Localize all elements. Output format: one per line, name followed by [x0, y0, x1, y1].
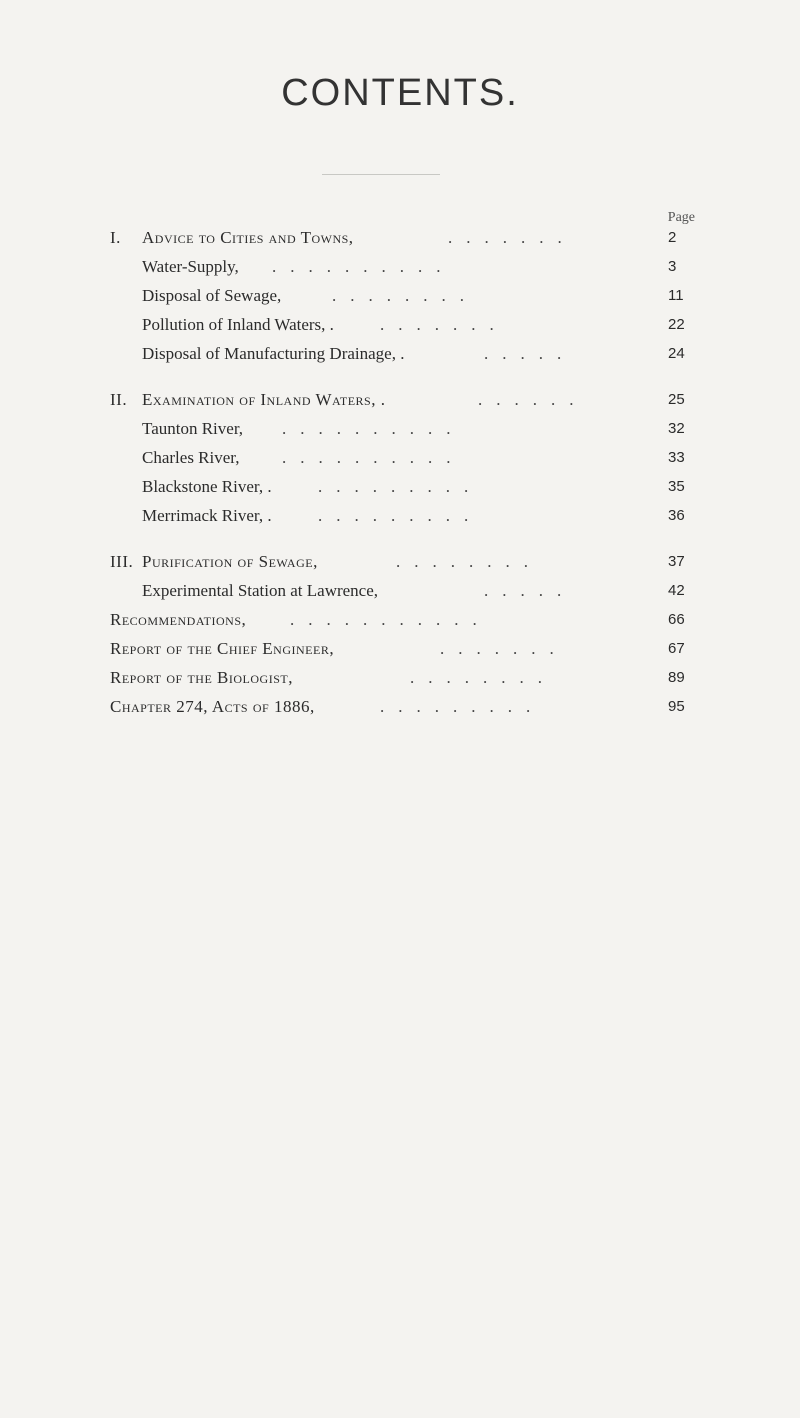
toc-entry-page: 11 — [668, 287, 684, 304]
toc-entry-page: 25 — [668, 391, 685, 408]
leader-dots: ......... — [318, 506, 483, 525]
leader-dots: ....... — [448, 228, 576, 247]
toc-entry-page: 3 — [668, 258, 677, 275]
toc-entry-label: III. Purification of Sewage, — [110, 552, 318, 571]
toc-entry-label: Merrimack River, . — [142, 506, 272, 525]
toc-entry-label: Taunton River, — [142, 419, 244, 438]
toc-entry-label: I. Advice to Cities and Towns, — [110, 228, 354, 247]
toc-entry-label: Disposal of Manufacturing Drainage, . — [142, 344, 405, 363]
toc-entry-chief-engineer[interactable] — [110, 636, 710, 662]
toc-entry-label: Disposal of Sewage, — [142, 286, 282, 305]
toc-entry-page: 67 — [668, 640, 685, 657]
leader-dots: ......... — [380, 697, 545, 716]
toc-entry-experimental-station[interactable] — [142, 578, 702, 604]
leader-dots: ...... — [478, 390, 588, 409]
toc-entry-label: Pollution of Inland Waters, . — [142, 315, 334, 334]
toc-entry-page: 37 — [668, 553, 685, 570]
leader-dots: ......... — [318, 477, 483, 496]
toc-entry-page: 36 — [668, 507, 685, 524]
toc-entry-page: 22 — [668, 316, 685, 333]
toc-entry-page: 95 — [668, 698, 685, 715]
toc-entry-label: Charles River, — [142, 448, 240, 467]
page-title: CONTENTS. — [281, 72, 519, 114]
leader-dots: ..... — [484, 581, 576, 600]
leader-dots: ..... — [484, 344, 576, 363]
leader-dots: .......... — [282, 419, 465, 438]
leader-dots: ....... — [380, 315, 508, 334]
toc-entry-chapter-274[interactable] — [110, 694, 710, 720]
toc-entry-manufacturing-drainage[interactable] — [142, 341, 702, 367]
toc-entry-label: II. Examination of Inland Waters, . — [110, 390, 386, 409]
toc-entry-purification[interactable] — [110, 549, 710, 575]
leader-dots: ........... — [290, 610, 491, 629]
toc-entry-label: Water-Supply, — [142, 257, 239, 276]
leader-dots: .......... — [272, 257, 455, 276]
toc-entry-taunton-river[interactable] — [142, 416, 702, 442]
toc-entry-label: Experimental Station at Lawrence, — [142, 581, 379, 600]
page-column-header: Page — [667, 210, 695, 225]
toc-entry-examination[interactable] — [110, 387, 710, 413]
toc-entry-page: 24 — [668, 345, 685, 362]
toc-entry-merrimack-river[interactable] — [142, 503, 702, 529]
toc-entry-page: 42 — [668, 582, 685, 599]
toc-entry-page: 32 — [668, 420, 685, 437]
toc-entry-page: 35 — [668, 478, 685, 495]
toc-entry-disposal-sewage[interactable] — [142, 283, 702, 309]
leader-dots: .......... — [282, 448, 465, 467]
leader-dots: ....... — [440, 639, 568, 658]
leader-dots: ........ — [396, 552, 542, 571]
toc-entry-advice[interactable] — [110, 225, 710, 251]
toc-entry-biologist[interactable] — [110, 665, 710, 691]
toc-entry-label: Chapter 274, Acts of 1886, — [110, 697, 315, 716]
toc-entry-page: 2 — [668, 229, 677, 246]
toc-entry-label: Blackstone River, . — [142, 477, 272, 496]
toc-entry-label: Report of the Chief Engineer, — [110, 639, 335, 658]
toc-entry-page: 33 — [668, 449, 685, 466]
toc-entry-blackstone-river[interactable] — [142, 474, 702, 500]
toc-entry-label: Report of the Biologist, — [110, 668, 293, 687]
toc-entry-recommendations[interactable] — [110, 607, 710, 633]
toc-entry-charles-river[interactable] — [142, 445, 702, 471]
leader-dots: ........ — [410, 668, 556, 687]
toc-entry-pollution[interactable] — [142, 312, 702, 338]
leader-dots: ........ — [332, 286, 478, 305]
toc-entry-water-supply[interactable] — [142, 254, 702, 280]
toc-entry-page: 66 — [668, 611, 685, 628]
title-divider — [322, 174, 440, 175]
toc-entry-label: Recommendations, — [110, 610, 247, 629]
toc-entry-page: 89 — [668, 669, 685, 686]
